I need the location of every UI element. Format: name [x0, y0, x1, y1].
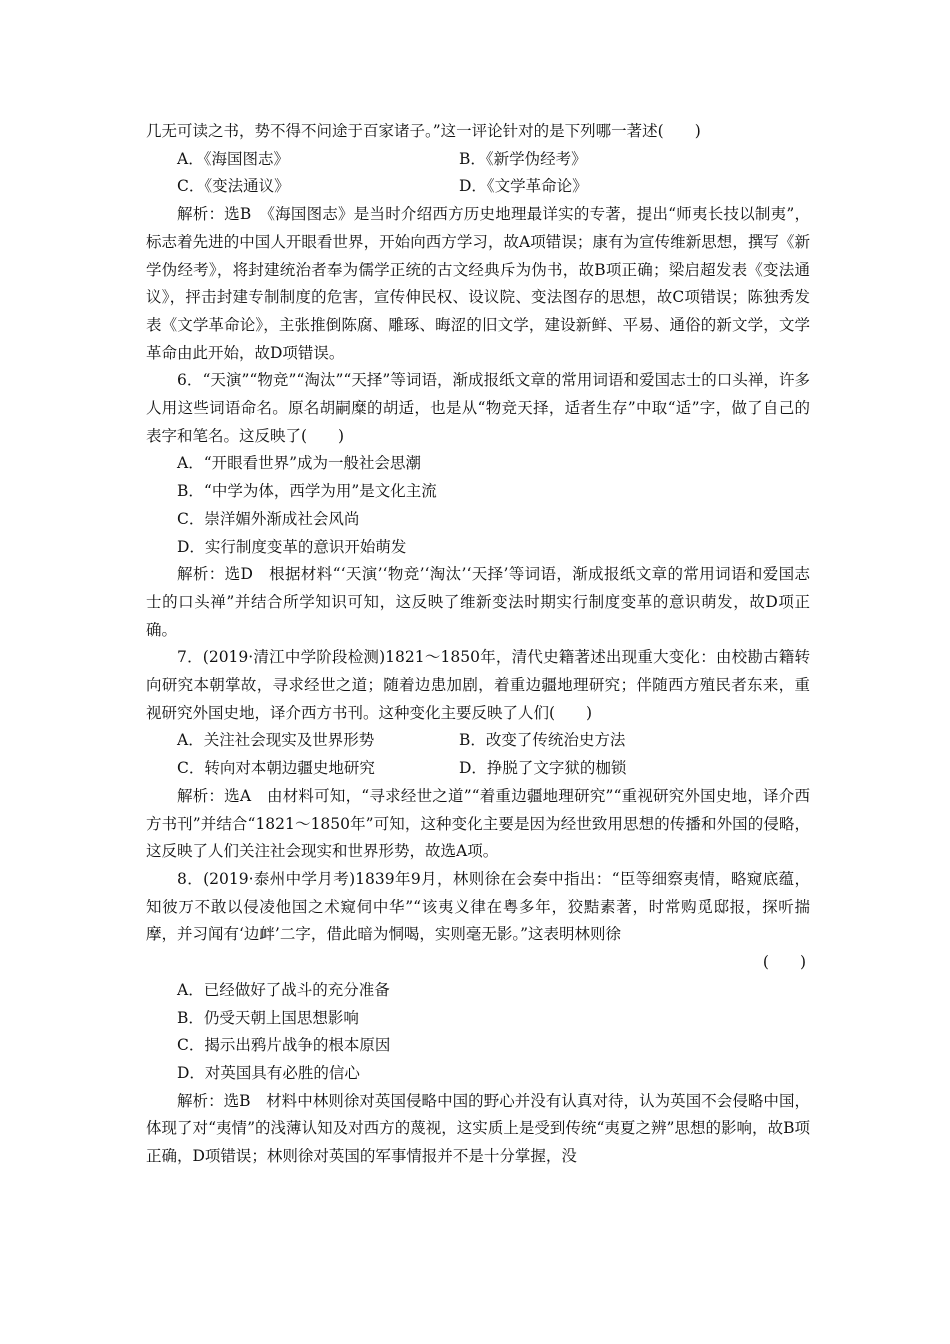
- q8-option-c: C．揭示出鸦片战争的根本原因: [177, 1036, 391, 1055]
- q8-option-a: A．已经做好了战斗的充分准备: [177, 980, 390, 999]
- q7-options-row-1: [146, 727, 810, 755]
- q7-option-a: A．关注社会现实及世界形势: [177, 731, 375, 750]
- q7-stem: 7．(2019·清江中学阶段检测)1821～1850年，清代史籍著述出现重大变化：由校勘古籍转向研究本朝掌故，寻求经世之道；随着边患加剧，着重边疆地理研究；伴随西方殖民者东来，重视研究外国史地，译介西方书刊。这种变化主要反映了人们( ): [146, 648, 810, 722]
- q8-option-b: B．仍受天朝上国思想影响: [177, 1008, 359, 1027]
- q7-option-c: C．转向对本朝边疆史地研究: [177, 759, 375, 778]
- q8-answer-bracket: ( ): [762, 953, 806, 972]
- q6-option-d: D．实行制度变革的意识开始萌发: [177, 537, 407, 556]
- q7-option-d: D．挣脱了文字狱的枷锁: [459, 759, 627, 778]
- document-body: [146, 118, 810, 1171]
- q5-option-c: C．《变法通议》: [177, 177, 290, 196]
- q7-analysis: 解析：选A 由材料可知，“寻求经世之道”“着重边疆地理研究”“重视研究外国史地，译介西方书刊”并结合“1821～1850年”可知，这种变化主要是因为经世致用思想的传播和外国的侵略，这反映了人们关注社会现实和世界形势，故选A项。: [146, 786, 810, 861]
- q6-option-b: B．“中学为体，西学为用”是文化主流: [177, 482, 437, 501]
- q5-option-b: B．《新学伪经考》: [459, 149, 587, 168]
- q5-options-row-1: [146, 146, 810, 174]
- q6-analysis: 解析：选D 根据材料“‘天演’‘物竞’‘淘汰’‘天择’等词语，渐成报纸文章的常用词语和爱国志士的口头禅”并结合所学知识可知，这反映了维新变法时期实行制度变革的意识萌发，故D项正确。: [146, 565, 810, 639]
- q8-option-d: D．对英国具有必胜的信心: [177, 1063, 360, 1082]
- q8-analysis: 解析：选B 材料中林则徐对英国侵略中国的野心并没有认真对待，认为英国不会侵略中国，体现了对“夷情”的浅薄认知及对西方的蔑视，这实质上是受到传统“夷夏之辨”思想的影响，故B项正确，D项错误；林则徐对英国的军事情报并不是十分掌握，没: [146, 1091, 810, 1166]
- q5-stem-tail: 几无可读之书，势不得不问途于百家诸子。”这一评论针对的是下列哪一著述( ): [146, 122, 701, 140]
- q5-option-a: A．《海国图志》: [177, 149, 289, 168]
- q6-option-c: C．崇洋媚外渐成社会风尚: [177, 509, 360, 528]
- q6-option-a: A．“开眼看世界”成为一般社会思潮: [177, 454, 422, 473]
- q8-stem: 8．(2019·泰州中学月考)1839年9月，林则徐在会奏中指出：“臣等细察夷情，略窥底蕴，知彼万不敢以侵凌他国之术窥伺中华”“该夷义律在粤多年，狡黠素著，时常购觅邸报，探听揣摩，并习闻有‘边衅’二字，借此暗为恫喝，实则毫无影。”这表明林则徐: [146, 869, 810, 944]
- q6-stem: 6．“天演”“物竞”“淘汰”“天择”等词语，渐成报纸文章的常用词语和爱国志士的口头禅，许多人用这些词语命名。原名胡嗣糜的胡适，也是从“物竞天择，适者生存”中取“适”字，做了自己的表字和笔名。这反映了( ): [146, 371, 810, 445]
- q7-option-b: B．改变了传统治史方法: [459, 731, 626, 750]
- q5-analysis: 解析：选B 《海国图志》是当时介绍西方历史地理最详实的专著，提出“师夷长技以制夷”，标志着先进的中国人开眼看世界，开始向西方学习，故A项错误；康有为宣传维新思想，撰写《新学伪经考》，将封建统治者奉为儒学正统的古文经典斥为伪书，故B项正确；梁启超发表《变法通议》，抨击封建专制制度的危害，宣传伸民权、设议院、变法图存的思想，故C项错误；陈独秀发表《文学革命论》，主张推倒陈腐、雕琢、晦涩的旧文学，建设新鲜、平易、通俗的新文学，文学革命由此开始，故D项错误。: [146, 205, 810, 362]
- q5-options-row-2: [146, 173, 810, 201]
- q5-option-d: D．《文学革命论》: [459, 177, 588, 196]
- q7-options-row-2: [146, 755, 810, 783]
